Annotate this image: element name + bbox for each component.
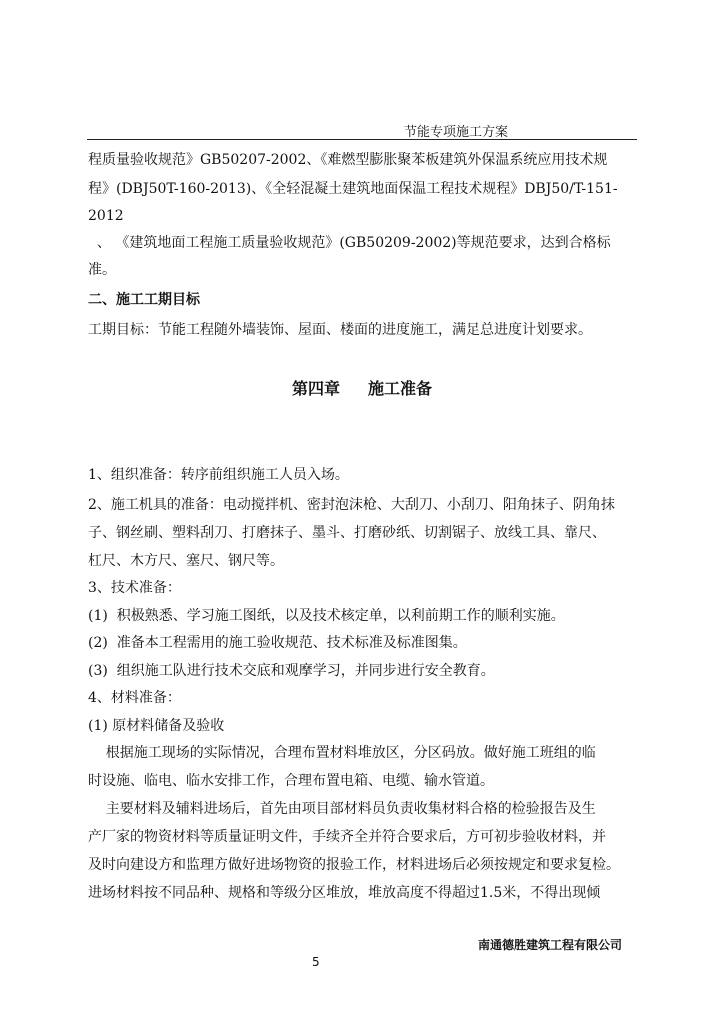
section-heading: 二、施工工期目标: [88, 292, 200, 308]
body-line: 进场材料按不同品种、规格和等级分区堆放，堆放高度不得超过1.5米，不得出现倾: [88, 885, 601, 901]
header-title: 节能专项施工方案: [404, 125, 509, 140]
body-line: 3、技术准备：: [88, 580, 181, 596]
body-line: 程质量验收规范》GB50207-2002、《难燃型膨胀聚苯板建筑外保温系统应用技术规: [88, 152, 608, 168]
body-line: 子、钢丝刷、塑料刮刀、打磨抹子、墨斗、打磨砂纸、切割锯子、放线工具、靠尺、: [88, 525, 606, 541]
body-line: 工期目标：节能工程随外墙装饰、屋面、楼面的进度施工，满足总进度计划要求。: [88, 322, 592, 338]
body-line: 2012: [88, 208, 124, 224]
body-line: 及时向建设方和监理方做好进场物资的报验工作，材料进场后必须按规定和要求复检。: [88, 857, 620, 873]
body-line: 主要材料及辅料进场后，首先由项目部材料员负责收集材料合格的检验报告及生: [88, 801, 596, 817]
body-line: 4、材料准备：: [88, 690, 181, 706]
body-line: (1) 原材料储备及验收: [88, 718, 225, 734]
body-line: 时设施、临电、临水安排工作，合理布置电箱、电缆、输水管道。: [88, 773, 494, 789]
body-line: (1) 积极熟悉、学习施工图纸，以及技术核定单，以利前期工作的顺利实施。: [88, 608, 565, 624]
chapter-title: 施工准备: [368, 379, 433, 398]
body-line: (3) 组织施工队进行技术交底和观摩学习，并同步进行安全教育。: [88, 663, 495, 679]
chapter-heading: [0, 376, 724, 399]
body-line: 、 《建筑地面工程施工质量验收规范》(GB50209-2002)等规范要求，达到合格标: [88, 235, 611, 251]
body-line: 准。: [88, 262, 116, 278]
body-line: 杠尺、木方尺、塞尺、钢尺等。: [88, 553, 284, 569]
page-number: 5: [312, 955, 320, 969]
footer-company-name: 南通德胜建筑工程有限公司: [478, 938, 623, 952]
body-line: 2、施工机具的准备：电动搅拌机、密封泡沫枪、大刮刀、小刮刀、阳角抹子、阴角抹: [88, 497, 615, 513]
body-line: 程》(DBJ50T-160-2013)、《全轻混凝土建筑地面保温工程技术规程》DBJ50/T-151-: [88, 181, 618, 197]
body-line: 产厂家的物资材料等质量证明文件，手续齐全并符合要求后，方可初步验收材料，并: [88, 829, 606, 845]
body-line: (2) 准备本工程需用的施工验收规范、技术标准及标准图集。: [88, 635, 467, 651]
body-line: 1、组织准备：转序前组织施工人员入场。: [88, 467, 349, 483]
header-divider: [87, 139, 637, 140]
chapter-number: 第四章: [291, 379, 340, 398]
body-line: 根据施工现场的实际情况，合理布置材料堆放区，分区码放。做好施工班组的临: [88, 745, 596, 761]
